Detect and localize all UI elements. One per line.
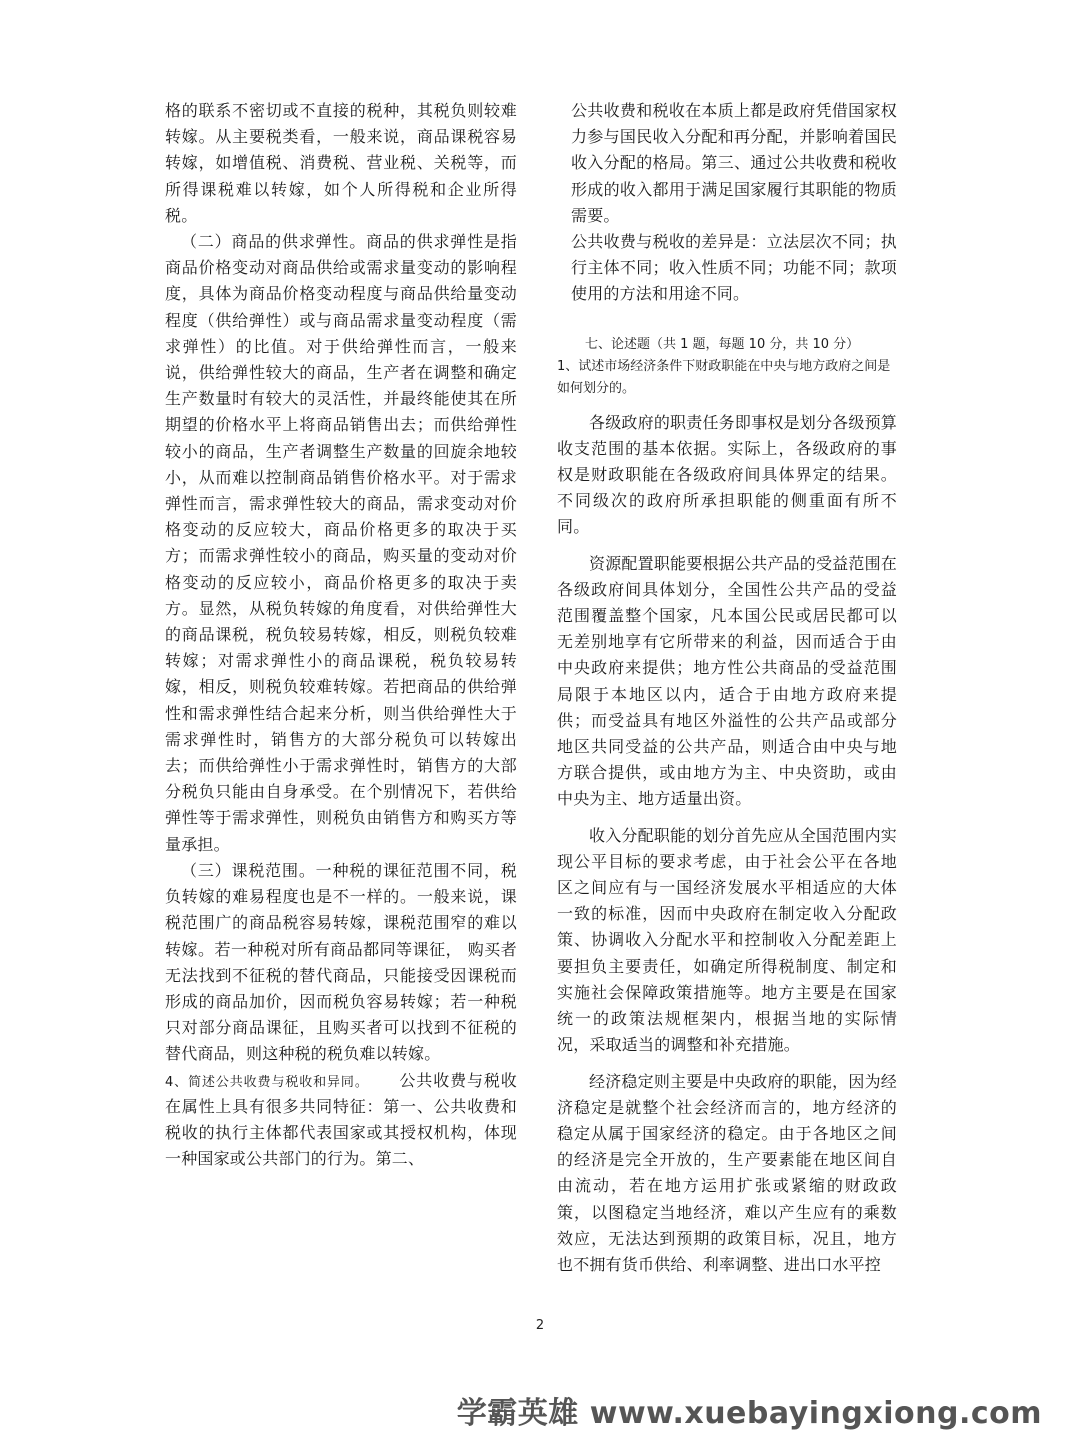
paragraph: （二）商品的供求弹性。商品的供求弹性是指商品价格变动对商品供给或需求量变动的影响程度，具体为商品价格变动程度与商品供给量变动程度（供给弹性）或与商品需求量变动程度（需求弹性）的比值。对于供给弹性而言，一般来说，供给弹性较大的商品，生产者在调整和确定生产数量时有较大的灵活性，并最终能使其在所期望的价格水平上将商品销售出去；而供给弹性较小的商品，生产者调整生产数量的回旋余地较小，从而难以控制商品销售价格水平。对于需求弹性而言，需求弹性较大的商品，需求变动对价格变动的反应较大，商品价格更多的取决于买方；而需求弹性较小的商品，购买量的变动对价格变动的反应较小，商品价格更多的取决于卖方。显然，从税负转嫁的角度看，对供给弹性大的商品课税，税负较易转嫁，相反，则税负较难转嫁；对需求弹性小的商品课税，税负较易转嫁，相反，则税负较难转嫁。若把商品的供给弹性和需求弹性结合起来分析，则当供给弹性大于需求弹性时，销售方的大部分税负可以转嫁出去；而供给弹性小于需求弹性时，销售方的大部分税负只能由自身承受。在个别情况下，若供给弹性等于需求弹性，则税负由销售方和购买方等量承担。 (165, 232, 517, 854)
spacer (557, 1059, 897, 1069)
right-column (557, 98, 897, 1278)
left-column (165, 98, 517, 1172)
paragraph: 收入分配职能的划分首先应从全国范围内实现公平目标的要求考虑，由于社会公平在各地区之间应有与一国经济发展水平相适应的大体一致的标准，因而中央政府在制定收入分配政策、协调收入分配水平和控制收入分配差距上要担负主要责任，如确定所得税制度、制定和实施社会保障政策措施等。地方主要是在国家统一的政策法规框架内，根据当地的实际情况，采取适当的调整和补充措施。 (557, 825, 897, 1055)
spacer (557, 308, 897, 334)
section-title: 七、论述题（共 1 题，每题 10 分，共 10 分） (585, 336, 860, 352)
paragraph: 各级政府的职责任务即事权是划分各级预算收支范围的基本依据。实际上，各级政府的事权是财政职能在各级政府间具体界定的结果。不同级次的政府所承担职能的侧重面有所不同。 (557, 412, 897, 537)
question-answer: 公共收费与税收在属性上具有很多共同特征：第一、公共收费和税收的执行主体都代表国家或其授权机构，体现一种国家或公共部门的行为。第二、 (165, 1070, 517, 1169)
question-4 (165, 1068, 517, 1173)
paragraph: （三）课税范围。一种税的课征范围不同，税负转嫁的难易程度也是不一样的。一般来说，课税范围广的商品税容易转嫁，课税范围窄的难以转嫁。若一种税对所有商品都同等课征， 购买者无法找到不征税的替代商品，只能接受因课税而形成的商品加价，因而税负容易转嫁；若一种税只对部分商品课征，且购买者可以找到不征税的替代商品，则这种税的税负难以转嫁。 (165, 860, 517, 1064)
paragraph: 公共收费与税收的差异是：立法层次不同；执行主体不同；收入性质不同；功能不同；款项使用的方法和用途不同。 (571, 232, 897, 304)
spacer (557, 400, 897, 410)
paragraph: 经济稳定则主要是中央政府的职能，因为经济稳定是就整个社会经济而言的，地方经济的稳定从属于国家经济的稳定。由于各地区之间的经济是完全开放的，生产要素能在地区间自由流动，若在地方运用扩张或紧缩的财政政策，以图稳定当地经济，难以产生应有的乘数效应，无法达到预期的政策目标，况且，地方也不拥有货币供给、利率调整、进出口水平控 (557, 1071, 897, 1274)
paragraph: 格的联系不密切或不直接的税种，其税负则较难转嫁。从主要税类看，一般来说，商品课税容易转嫁，如增值税、消费税、营业税、关税等，而所得课税难以转嫁，如个人所得税和企业所得税。 (165, 101, 517, 225)
question-title: 4、简述公共收费与税收和异同。 (165, 1074, 369, 1090)
page-number: 2 (535, 1318, 545, 1333)
paragraph: 公共收费和税收在本质上都是政府凭借国家权力参与国民收入分配和再分配，并影响着国民收入分配的格局。第三、通过公共收费和税收形成的收入都用于满足国家履行其职能的物质需要。 (571, 101, 897, 225)
paragraph: 资源配置职能要根据公共产品的受益范围在各级政府间具体划分，全国性公共产品的受益范围覆盖整个国家，凡本国公民或居民都可以无差别地享有它所带来的利益，因而适合于由中央政府来提供；地方性公共商品的受益范围局限于本地区以内，适合于由地方政府来提供；而受益具有地区外溢性的公共产品或部分地区共同受益的公共产品，则适合由中央与地方联合提供，或由地方为主、中央资助，或由中央为主、地方适量出资。 (557, 553, 897, 809)
watermark: 学霸英雄 www.xuebayingxiong.com (456, 1396, 1042, 1431)
spacer (557, 541, 897, 551)
question-title: 1、试述市场经济条件下财政职能在中央与地方政府之间是如何划分的。 (557, 358, 891, 396)
spacer (557, 813, 897, 823)
